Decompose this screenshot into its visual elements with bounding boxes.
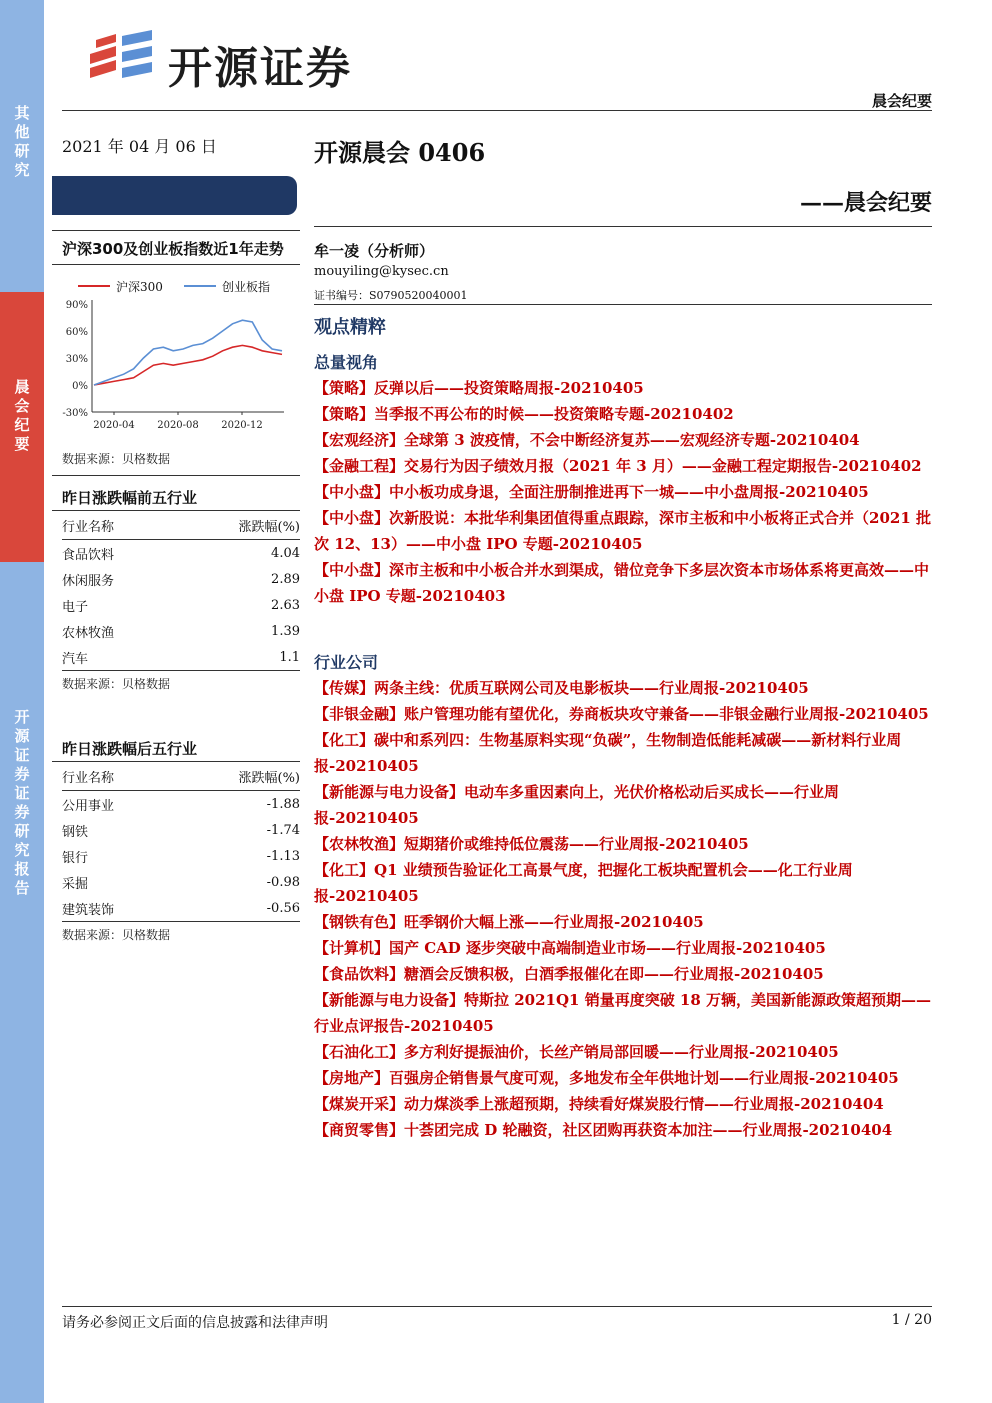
table-row	[62, 843, 300, 869]
bottom5-title: 昨日涨跌幅后五行业	[62, 740, 198, 758]
list-item[interactable]: 【化工】Q1 业绩预告验证化工高景气度，把握化工板块配置机会——化工行业周报-20210405	[314, 861, 853, 905]
y-tick-label: 0%	[72, 381, 88, 392]
table-row	[62, 592, 300, 618]
industry-title: 行业公司	[314, 653, 379, 672]
analyst-name: 牟一凌（分析师）	[314, 242, 435, 260]
overall-title: 总量视角	[314, 353, 379, 372]
overall-section	[314, 350, 932, 609]
change-value: -0.56	[171, 895, 300, 922]
list-item[interactable]: 【非银金融】账户管理功能有望优化，券商板块攻守兼备——非银金融行业周报-20210405	[314, 705, 929, 723]
date-banner	[52, 176, 297, 215]
list-item[interactable]: 【新能源与电力设备】电动车多重因素向上，光伏价格松动后买成长——行业周报-20210405	[314, 783, 840, 827]
analyst-cert: 证书编号：S0790520040001	[314, 289, 468, 302]
table-row	[62, 895, 300, 922]
y-tick-label: 30%	[65, 354, 88, 365]
chart-panel-top-line	[52, 230, 300, 231]
top5-title-line	[52, 510, 300, 511]
series-line	[94, 320, 282, 385]
side-label-top: 其他研究	[14, 104, 30, 179]
brand-name: 开源证券	[168, 43, 352, 94]
x-tick-label: 2020-04	[93, 420, 135, 431]
y-tick-label: 60%	[65, 327, 88, 338]
list-item[interactable]: 【石油化工】多方利好提振油价，长丝产销局部回暖——行业周报-20210405	[314, 1043, 839, 1061]
industry-section	[314, 650, 932, 1143]
industry-name: 农林牧渔	[62, 625, 115, 641]
series-line	[94, 345, 282, 385]
change-value: 2.63	[271, 597, 300, 613]
report-date: 2021 年 04 月 06 日	[62, 137, 217, 156]
industry-name: 钢铁	[62, 824, 89, 840]
change-value: 1.39	[271, 623, 300, 639]
top5-table	[62, 512, 300, 671]
analyst-divider	[314, 304, 932, 305]
chart-panel-bottom-line	[52, 475, 300, 476]
legend-label-hs300: 沪深300	[116, 280, 163, 294]
industry-name: 建筑装饰	[62, 895, 171, 922]
legend-swatch-hs300	[78, 285, 110, 287]
change-value: 1.1	[171, 644, 300, 671]
change-value: 4.04	[271, 545, 300, 561]
bottom5-title-line	[52, 761, 300, 762]
side-label-bottom: 开源证券 证券研究报告	[14, 708, 30, 897]
table-row	[62, 817, 300, 843]
report-subtitle: ——晨会纪要	[799, 190, 932, 216]
list-item[interactable]: 【中小盘】次新股说：本批华利集团值得重点跟踪，深市主板和中小板将正式合并（2021 批次 12、13）——中小盘 IPO 专题-20210405	[314, 509, 931, 553]
list-item[interactable]: 【商贸零售】十荟团完成 D 轮融资，社区团购再获资本加注——行业周报-20210404	[314, 1121, 893, 1139]
list-item[interactable]: 【传媒】两条主线：优质互联网公司及电影板块——行业周报-20210405	[314, 679, 809, 697]
industry-name: 食品饮料	[62, 547, 115, 563]
chart-panel-title-line	[52, 264, 300, 265]
list-item[interactable]: 【计算机】国产 CAD 逐步突破中高端制造业市场——行业周报-20210405	[314, 939, 826, 957]
list-item[interactable]: 【宏观经济】全球第 3 波疫情，不会中断经济复苏——宏观经济专题-20210404	[314, 431, 860, 449]
bottom5-table	[62, 763, 300, 922]
highlights-title: 观点精粹	[314, 317, 386, 338]
list-item[interactable]: 【策略】反弹以后——投资策略周报-20210405	[314, 379, 644, 397]
top5-title: 昨日涨跌幅前五行业	[62, 489, 198, 507]
bottom5-col-change: 涨跌幅(%)	[171, 763, 300, 791]
y-tick-label: 90%	[65, 300, 88, 311]
list-item[interactable]: 【金融工程】交易行为因子绩效月报（2021 年 3 月）——金融工程定期报告-20210402	[314, 457, 922, 475]
industry-name: 休闲服务	[62, 573, 115, 589]
brand-logo-icon	[86, 30, 158, 90]
list-item[interactable]: 【煤炭开采】动力煤淡季上涨超预期，持续看好煤炭股行情——行业周报-20210404	[314, 1095, 884, 1113]
chart-source: 数据来源：贝格数据	[62, 452, 171, 466]
industry-name: 银行	[62, 850, 89, 866]
change-value: -1.74	[266, 822, 300, 838]
report-title: 开源晨会 0406	[314, 138, 486, 167]
change-value: 2.89	[271, 571, 300, 587]
industry-name: 公用事业	[62, 798, 115, 814]
list-item[interactable]: 【食品饮料】糖酒会反馈积极，白酒季报催化在即——行业周报-20210405	[314, 965, 824, 983]
header-divider	[62, 110, 932, 111]
index-trend-chart	[52, 292, 300, 442]
legend-label-gem: 创业板指	[222, 280, 271, 294]
change-value: -1.13	[266, 848, 300, 864]
x-tick-label: 2020-12	[221, 420, 263, 431]
y-tick-label: -30%	[62, 408, 88, 419]
table-row	[62, 618, 300, 644]
chart-panel-title: 沪深300及创业板指数近1年走势	[62, 240, 284, 258]
list-item[interactable]: 【钢铁有色】旺季钢价大幅上涨——行业周报-20210405	[314, 913, 704, 931]
table-row	[62, 644, 300, 671]
change-value: -1.88	[266, 796, 300, 812]
x-tick-label: 2020-08	[157, 420, 199, 431]
title-divider	[314, 226, 932, 227]
top5-source: 数据来源：贝格数据	[62, 677, 171, 691]
table-row	[62, 566, 300, 592]
side-label-red: 晨会纪要	[14, 378, 30, 453]
list-item[interactable]: 【中小盘】深市主板和中小板合并水到渠成，错位竞争下多层次资本市场体系将更高效——中小盘 IPO 专题-20210403	[314, 561, 930, 605]
analyst-email[interactable]: mouyiling@kysec.cn	[314, 264, 449, 279]
list-item[interactable]: 【化工】碳中和系列四：生物基原料实现“负碳”，生物制造低能耗减碳——新材料行业周报-20210405	[314, 731, 902, 775]
table-row	[62, 869, 300, 895]
footer-divider	[62, 1306, 932, 1307]
bottom5-col-name: 行业名称	[62, 763, 171, 791]
list-item[interactable]: 【策略】当季报不再公布的时候——投资策略专题-20210402	[314, 405, 734, 423]
footer-disclaimer: 请务必参阅正文后面的信息披露和法律声明	[62, 1315, 328, 1331]
list-item[interactable]: 【中小盘】中小板功成身退，全面注册制推进再下一城——中小盘周报-20210405	[314, 483, 869, 501]
industry-name: 电子	[62, 599, 89, 615]
change-value: -0.98	[266, 874, 300, 890]
list-item[interactable]: 【农林牧渔】短期猪价或维持低位震荡——行业周报-20210405	[314, 835, 749, 853]
page-number: 1 / 20	[891, 1312, 932, 1328]
table-row	[62, 791, 300, 818]
list-item[interactable]: 【新能源与电力设备】特斯拉 2021Q1 销量再度突破 18 万辆，美国新能源政策超预期——行业点评报告-20210405	[314, 991, 932, 1035]
industry-name: 采掘	[62, 876, 89, 892]
industry-name: 汽车	[62, 644, 171, 671]
header-tag: 晨会纪要	[871, 92, 932, 110]
table-row	[62, 540, 300, 567]
top5-col-name: 行业名称	[62, 512, 171, 540]
bottom5-source: 数据来源：贝格数据	[62, 928, 171, 942]
legend-swatch-gem	[184, 285, 216, 287]
side-strip	[0, 0, 44, 1403]
list-item[interactable]: 【房地产】百强房企销售景气度可观，多地发布全年供地计划——行业周报-20210405	[314, 1069, 899, 1087]
top5-col-change: 涨跌幅(%)	[171, 512, 300, 540]
